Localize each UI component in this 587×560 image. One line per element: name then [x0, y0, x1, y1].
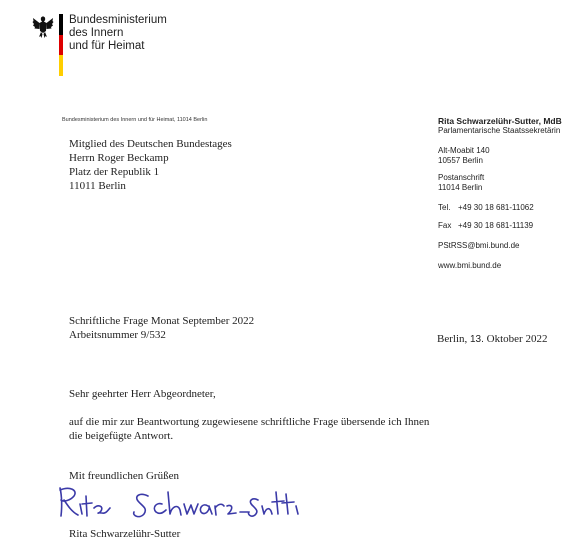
date-rest: Oktober 2022 [486, 333, 548, 345]
fax-number: +49 30 18 681-11139 [458, 221, 534, 230]
letter-date [437, 333, 547, 345]
ministry-line: und für Heimat [69, 40, 145, 52]
flag-stripe-gold [59, 55, 63, 76]
recipient-line: 11011 Berlin [69, 180, 126, 192]
body-line: die beigefügte Antwort. [69, 430, 174, 442]
postal-label: Postanschrift [438, 173, 485, 182]
fax-label: Fax [438, 221, 452, 230]
ministry-line: des Innern [69, 27, 124, 39]
subject [69, 314, 254, 342]
date-place: Berlin, [437, 333, 468, 345]
postal-address: 11014 Berlin [438, 183, 483, 192]
signer-name: Rita Schwarzelühr-Sutter [69, 528, 181, 540]
ministry-name [69, 14, 167, 53]
fax-row [438, 221, 562, 231]
reference-number: Arbeitsnummer 9/532 [69, 329, 166, 341]
tel-number: +49 30 18 681-11062 [458, 203, 534, 212]
handwritten-signature [52, 482, 312, 526]
closing: Mit freundlichen Grüßen [69, 470, 179, 482]
sender-email: PStRSS@bmi.bund.de [438, 241, 520, 250]
sender-website: www.bmi.bund.de [438, 261, 502, 270]
sender-name: Rita Schwarzelühr-Sutter, MdB [438, 116, 562, 126]
tel-row [438, 203, 562, 213]
recipient-line: Herrn Roger Beckamp [69, 152, 169, 164]
sender-info [438, 116, 562, 271]
date-day: 13. [470, 334, 484, 345]
flag-stripe-red [59, 35, 63, 56]
sender-street: Alt-Moabit 140 [438, 146, 490, 155]
recipient-line: Platz der Republik 1 [69, 166, 160, 178]
salutation: Sehr geehrter Herr Abgeordneter, [69, 388, 216, 400]
body-line: auf die mir zur Beantwortung zugewiesene schriftliche Frage übersende ich Ihnen [69, 416, 430, 428]
ministry-line: Bundesministerium [69, 14, 167, 26]
tel-label: Tel. [438, 203, 451, 212]
letter-body [69, 415, 469, 443]
sender-city: 10557 Berlin [438, 156, 483, 165]
sender-title: Parlamentarische Staatssekretärin [438, 126, 561, 135]
federal-eagle-icon [32, 14, 54, 40]
flag-bar [59, 14, 63, 76]
recipient-address [69, 137, 232, 193]
flag-stripe-black [59, 14, 63, 35]
sender-return-address: Bundesministerium des Innern und für Heimat, 11014 Berlin [62, 117, 208, 123]
subject-line: Schriftliche Frage Monat September 2022 [69, 315, 255, 327]
recipient-line: Mitglied des Deutschen Bundestages [69, 138, 232, 150]
